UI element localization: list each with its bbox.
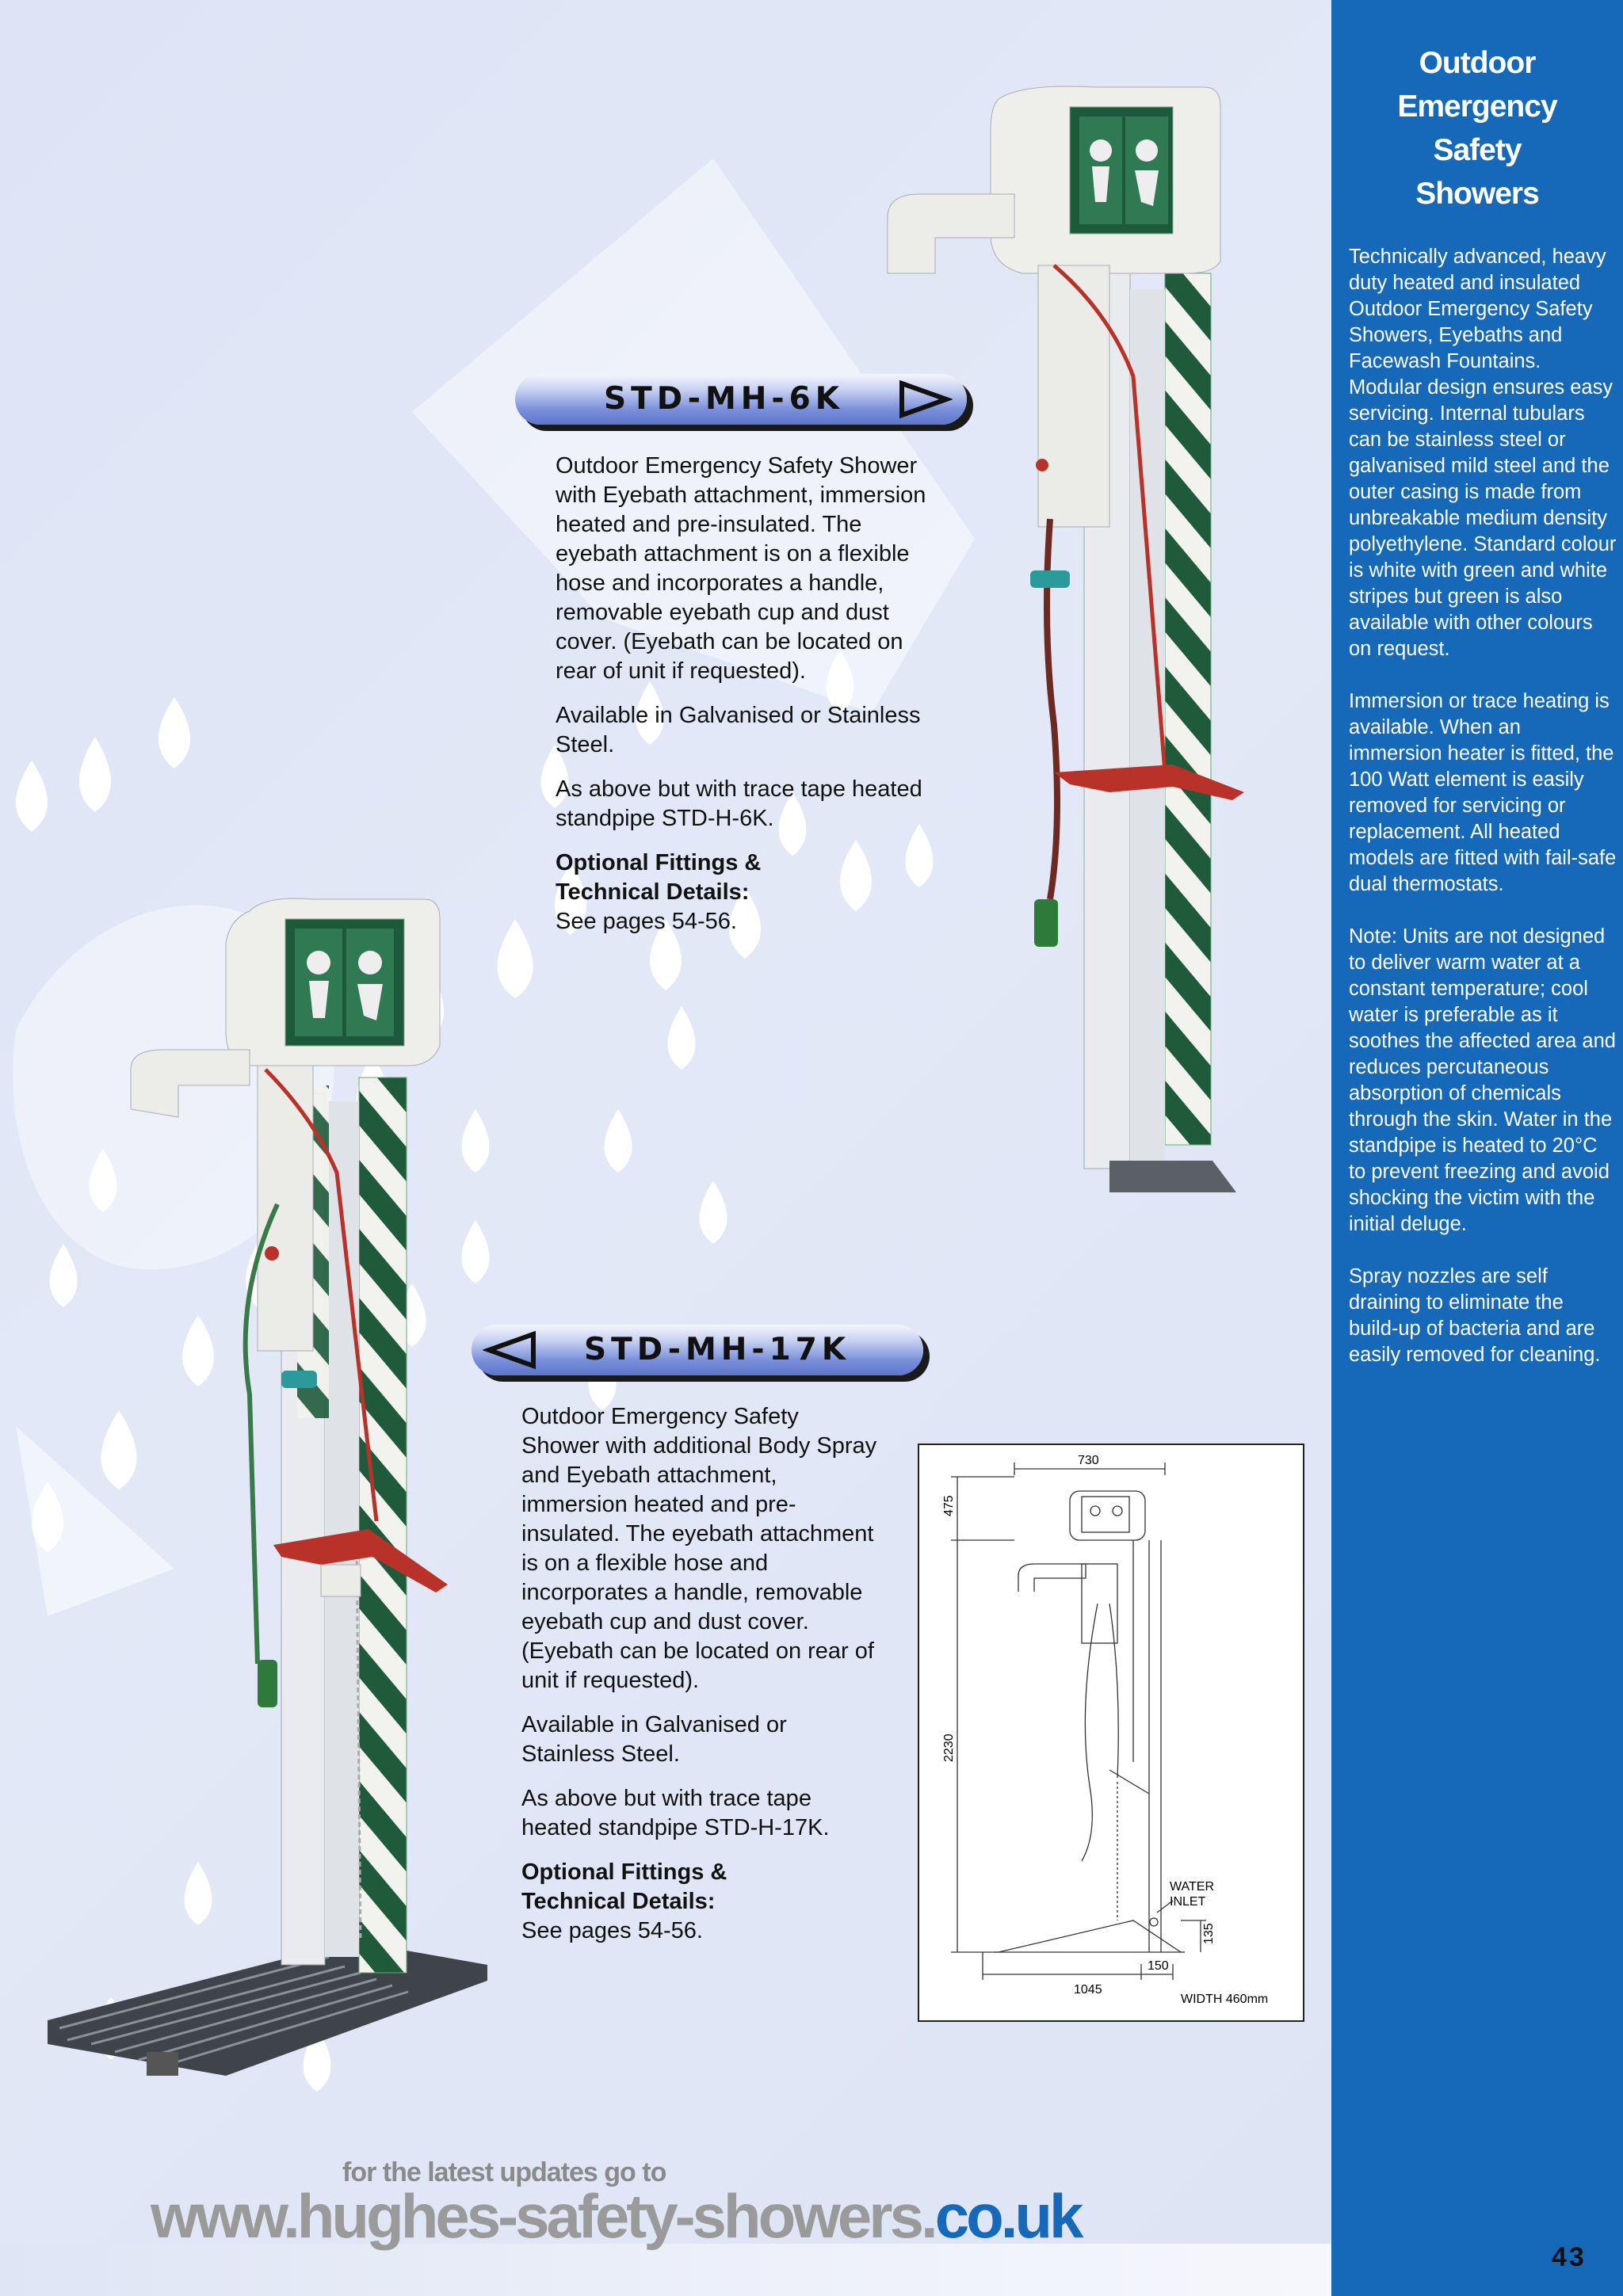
arrow-left-icon [483, 1331, 538, 1369]
sidebar-title-line: Outdoor [1419, 46, 1536, 80]
sidebar-body [1349, 244, 1618, 1394]
variant-note: As above but with trace tape heated standpipe STD-H-6K. [556, 776, 922, 831]
footer-url-main: www.hughes-safety-showers. [151, 2181, 935, 2251]
product-banner-std-mh-6k [515, 374, 967, 425]
product-banner-std-mh-17k [472, 1325, 923, 1375]
sidebar-title [1347, 41, 1607, 215]
optional-fittings-pages: See pages 54-56. [521, 1918, 703, 1943]
availability: Available in Galvanised or Stainless Steel. [521, 1712, 787, 1767]
sidebar-title-line: Safety [1433, 133, 1522, 167]
dim-height-label: 2230 [942, 1733, 956, 1762]
footer-website-link[interactable] [151, 2180, 1080, 2252]
sidebar-paragraph: Spray nozzles are self draining to eliminate the build-up of bacteria and are easily removed for cleaning. [1349, 1265, 1601, 1366]
variant-note: As above but with trace tape heated standpipe STD-H-17K. [521, 1786, 830, 1840]
sidebar-paragraph: Technically advanced, heavy duty heated and insulated Outdoor Emergency Safety Showers, Eyebaths and Facewash Fountains. Modular design ensures easy servicing. Internal tubulars can be stainless steel or galvanised mild steel and the outer casing is made from unbreakable medium density polyethylene. Standard colour is white with green and white stripes but green is also available with other colours on request. [1349, 246, 1617, 660]
description: Outdoor Emergency Safety Shower with additional Body Spray and Eyebath attachment, immersion heated and pre-insulated. The eyebath attachment is on a flexible hose and incorporates a handle, removable eyebath cup and dust cover. (Eyebath can be located on rear of unit if requested). [521, 1404, 877, 1693]
water-inlet-line-1: WATER [1170, 1880, 1214, 1894]
product-code: STD-MH-6K [604, 381, 844, 417]
optional-fittings-heading: Optional Fittings & Technical Details: [556, 850, 762, 905]
water-inlet-line-2: INLET [1170, 1895, 1206, 1909]
dim-base-label: 1045 [1074, 1983, 1102, 1997]
sidebar-paragraph: Immersion or trace heating is available. When an immersion heater is fitted, the 100 Watt element is easily removed for servicing or replacement. All heated models are fitted with fail-safe dual thermostats. [1349, 690, 1617, 895]
sidebar-paragraph: Note: Units are not designed to deliver warm water at a constant temperature; cool water is preferable as it soothes the affected area and reduces percutaneous absorption of chemicals through the skin. Water in the standpipe is heated to 20°C to prevent freezing and avoid shocking the victim with the initial deluge. [1349, 925, 1616, 1235]
page-number: 43 [1552, 2242, 1587, 2272]
arrow-right-icon [897, 380, 953, 418]
footer-url-tld: co.uk [934, 2181, 1081, 2251]
product-photo-std-mh-17k [44, 887, 519, 2123]
sidebar [1331, 0, 1623, 2296]
sidebar-title-line: Emergency [1397, 90, 1557, 124]
optional-fittings-pages: See pages 54-56. [556, 909, 737, 934]
width-note-label: WIDTH 460mm [1181, 1993, 1269, 2006]
dim-inlet-label: 135 [1202, 1923, 1216, 1944]
dim-width-label: 730 [1078, 1454, 1099, 1467]
dim-head-label: 475 [942, 1495, 956, 1516]
optional-fittings-heading: Optional Fittings & Technical Details: [521, 1859, 727, 1914]
description: Outdoor Emergency Safety Shower with Eyebath attachment, immersion heated and pre-insulated. The eyebath attachment is on a flexible hose and incorporates a handle, removable eyebath cup and dust cover. (Eyebath can be located on rear of unit if requested). [556, 453, 926, 684]
product-description-std-mh-6k [556, 452, 928, 936]
footer-updates-text: for the latest updates go to [342, 2157, 666, 2187]
technical-drawing [918, 1444, 1304, 2022]
water-inlet-label [1170, 1880, 1217, 1909]
availability: Available in Galvanised or Stainless Steel. [556, 703, 921, 757]
product-code: STD-MH-17K [584, 1332, 851, 1367]
dim-foot-label: 150 [1148, 1959, 1169, 1973]
sidebar-title-line: Showers [1415, 177, 1539, 211]
product-description-std-mh-17k [521, 1402, 878, 1946]
